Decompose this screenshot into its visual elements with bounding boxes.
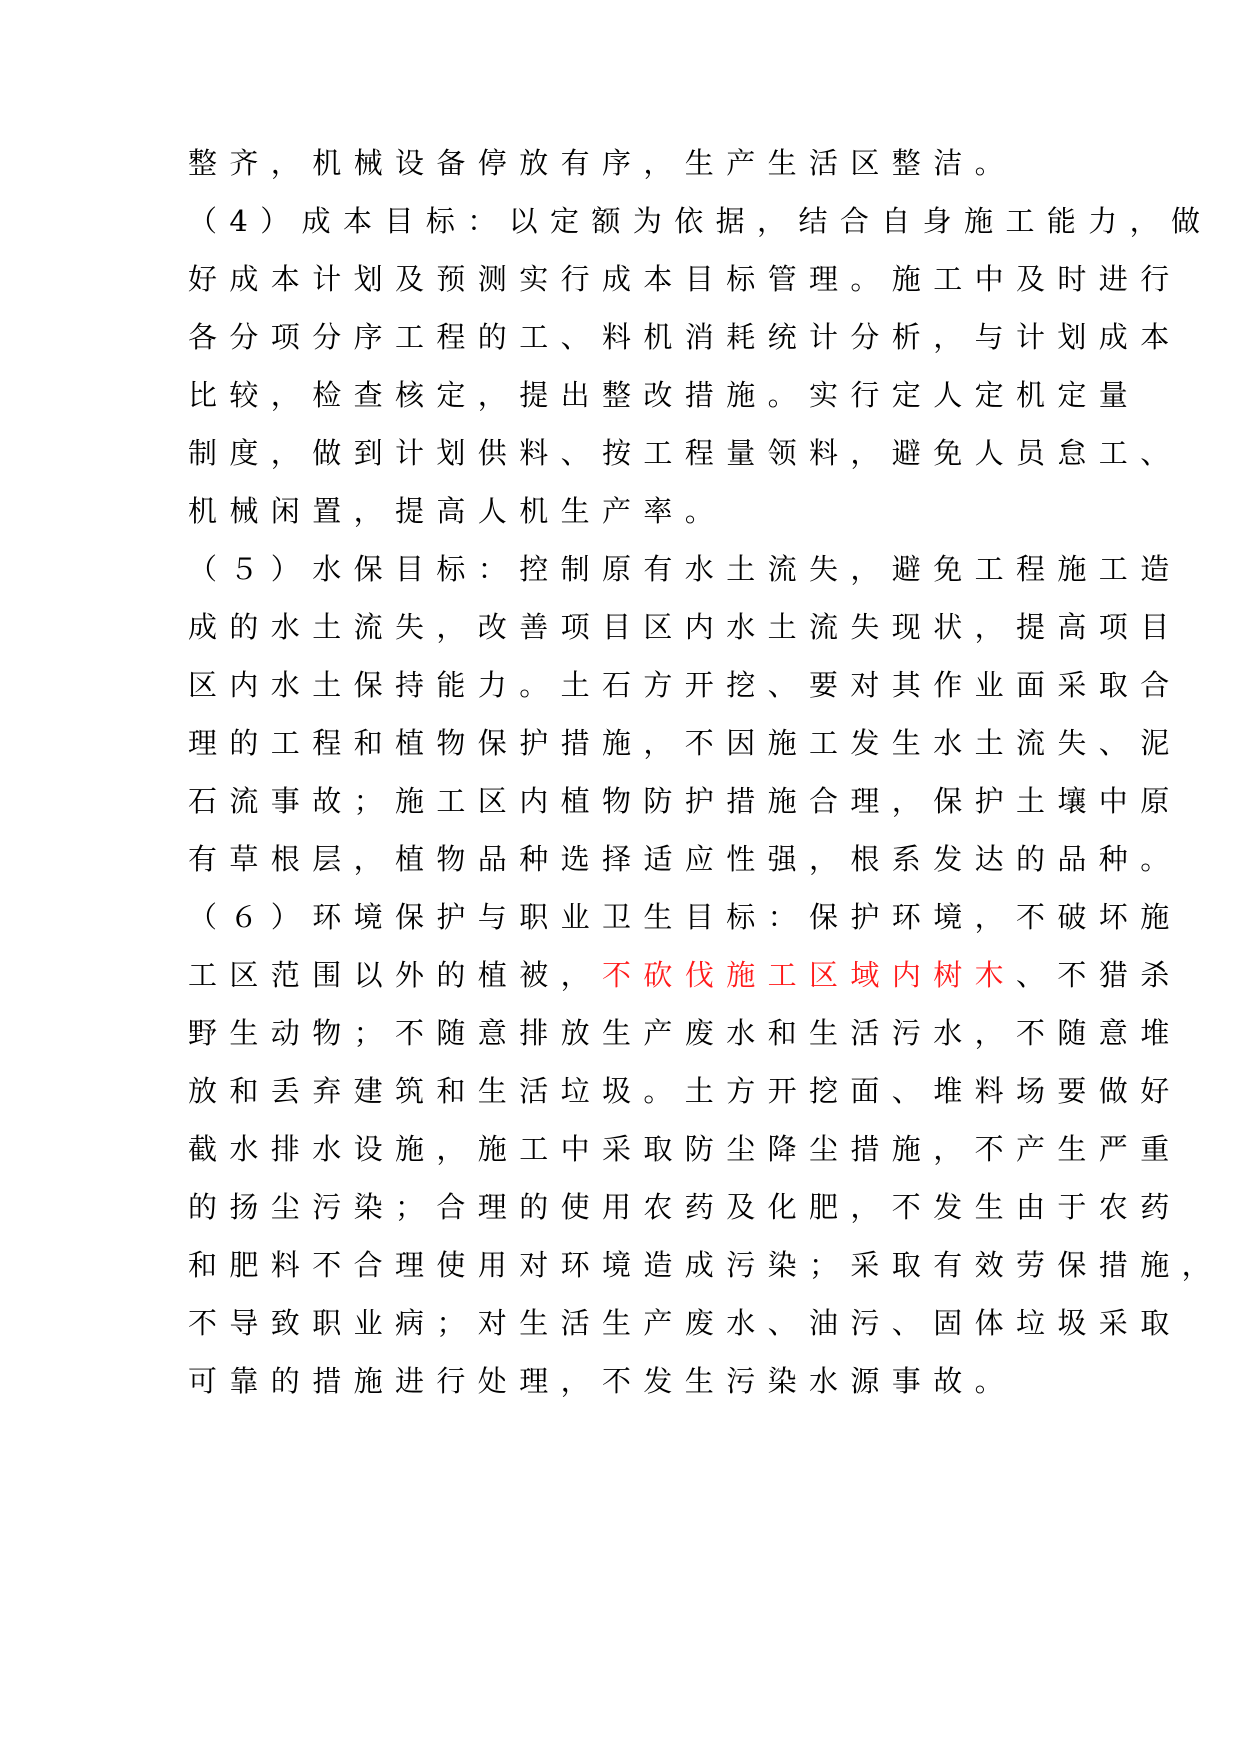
text-segment: 工区范围以外的植被， [188,958,603,992]
text-line: 不导致职业病；对生活生产废水、油污、固体垃圾采取 [188,1306,1182,1340]
text-line: （６）环境保护与职业卫生目标：保护环境，不破坏施 [188,900,1182,934]
text-line: 理的工程和植物保护措施，不因施工发生水土流失、泥 [188,726,1182,760]
text-line: 成的水土流失，改善项目区内水土流失现状，提高项目 [188,610,1182,644]
text-line: 截水排水设施，施工中采取防尘降尘措施，不产生严重 [188,1132,1182,1166]
text-line [188,947,1182,1003]
text-line: 好成本计划及预测实行成本目标管理。施工中及时进行 [188,262,1182,296]
text-line: （4）成本目标：以定额为依据，结合自身施工能力，做 [188,204,1213,238]
text-line: 制度，做到计划供料、按工程量领料，避免人员怠工、 [188,436,1182,470]
text-line: 野生动物；不随意排放生产废水和生活污水，不随意堆 [188,1016,1182,1050]
text-line: 和肥料不合理使用对环境造成污染；采取有效劳保措施， [188,1248,1224,1282]
text-line: 整齐，机械设备停放有序，生产生活区整洁。 [188,146,1017,180]
text-line: 放和丢弃建筑和生活垃圾。土方开挖面、堆料场要做好 [188,1074,1182,1108]
text-line: 区内水土保持能力。土石方开挖、要对其作业面采取合 [188,668,1182,702]
text-line: 有草根层，植物品种选择适应性强，根系发达的品种。 [188,842,1182,876]
text-line: 机械闲置，提高人机生产率。 [188,494,727,528]
text-line: 各分项分序工程的工、料机消耗统计分析，与计划成本 [188,320,1182,354]
text-line: （５）水保目标：控制原有水土流失，避免工程施工造 [188,552,1182,586]
highlighted-text: 不砍伐施工区域内树木 [602,958,1017,992]
text-line: 的扬尘污染；合理的使用农药及化肥，不发生由于农药 [188,1190,1182,1224]
text-line: 石流事故；施工区内植物防护措施合理，保护土壤中原 [188,784,1182,818]
text-segment: 、不猎杀 [1016,958,1182,992]
text-line: 可靠的措施进行处理，不发生污染水源事故。 [188,1364,1017,1398]
text-line: 比较，检查核定，提出整改措施。实行定人定机定量 [188,378,1141,412]
